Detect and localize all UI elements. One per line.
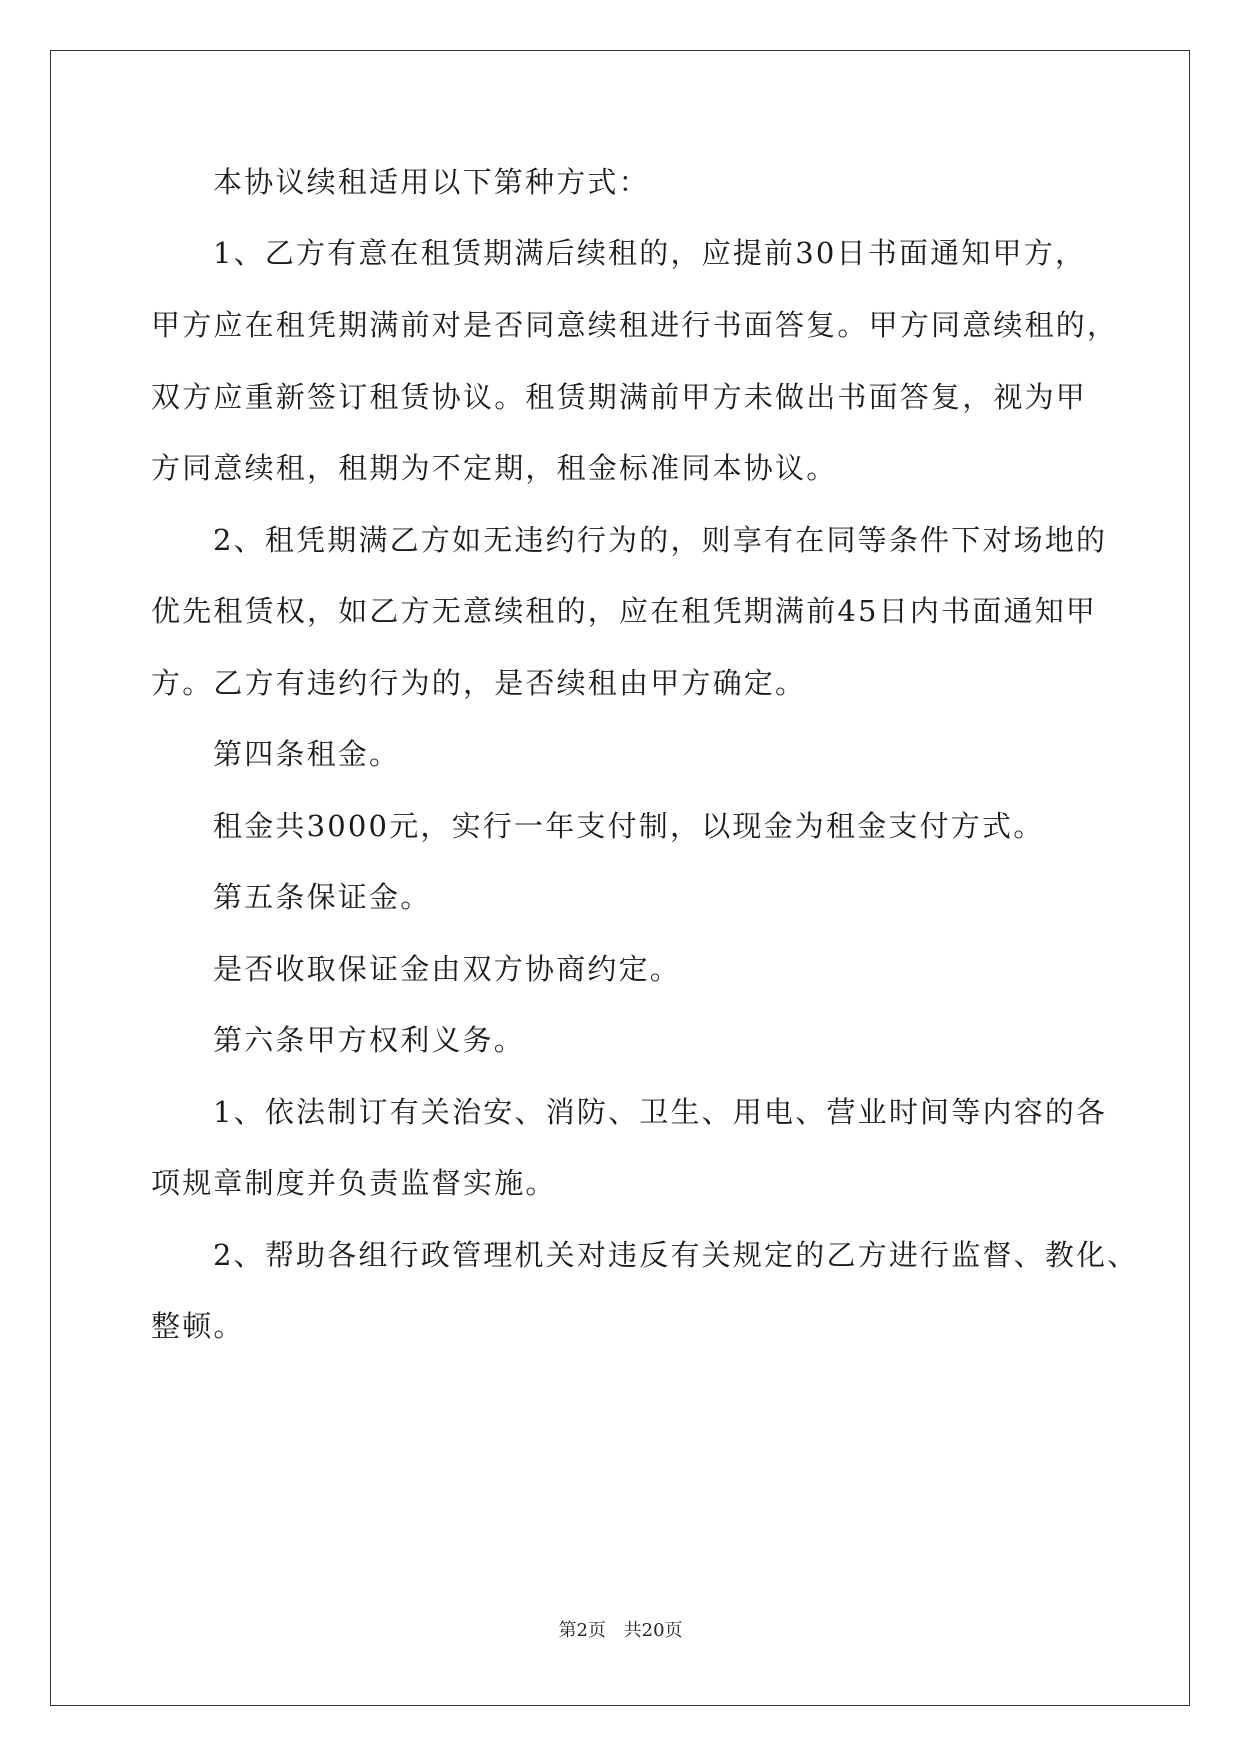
paragraph-line: 优先租赁权，如乙方无意续租的，应在租凭期满前45日内书面通知甲 bbox=[151, 594, 1098, 628]
paragraph-line: 2、帮助各组行政管理机关对违反有关规定的乙方进行监督、教化、 bbox=[213, 1238, 1139, 1272]
paragraph-line: 方。乙方有违约行为的，是否续租由甲方确定。 bbox=[151, 666, 807, 700]
paragraph-line: 本协议续租适用以下第种方式： bbox=[213, 165, 650, 199]
paragraph-line: 甲方应在租凭期满前对是否同意续租进行书面答复。甲方同意续租的， bbox=[151, 308, 1119, 342]
paragraph-line: 项规章制度并负责监督实施。 bbox=[151, 1166, 557, 1200]
paragraph-line: 1、乙方有意在租赁期满后续租的，应提前30日书面通知甲方， bbox=[213, 236, 1087, 270]
section-heading: 第五条保证金。 bbox=[213, 880, 432, 914]
section-heading: 第六条甲方权利义务。 bbox=[213, 1023, 526, 1057]
paragraph-line: 双方应重新签订租赁协议。租赁期满前甲方未做出书面答复，视为甲 bbox=[151, 380, 1088, 414]
section-heading: 第四条租金。 bbox=[213, 737, 401, 771]
paragraph-line: 整顿。 bbox=[151, 1309, 245, 1343]
page-border bbox=[50, 50, 1190, 1706]
paragraph-line: 是否收取保证金由双方协商约定。 bbox=[213, 952, 682, 986]
paragraph-line: 租金共3000元，实行一年支付制，以现金为租金支付方式。 bbox=[213, 809, 1045, 843]
paragraph-line: 方同意续租，租期为不定期，租金标准同本协议。 bbox=[151, 451, 838, 485]
total-pages: 共20页 bbox=[623, 1620, 683, 1641]
paragraph-line: 1、依法制订有关治安、消防、卫生、用电、营业时间等内容的各 bbox=[213, 1095, 1108, 1129]
paragraph-line: 2、租凭期满乙方如无违约行为的，则享有在同等条件下对场地的 bbox=[213, 523, 1108, 557]
page-footer bbox=[0, 1616, 1241, 1642]
page-number: 第2页 bbox=[558, 1620, 606, 1641]
